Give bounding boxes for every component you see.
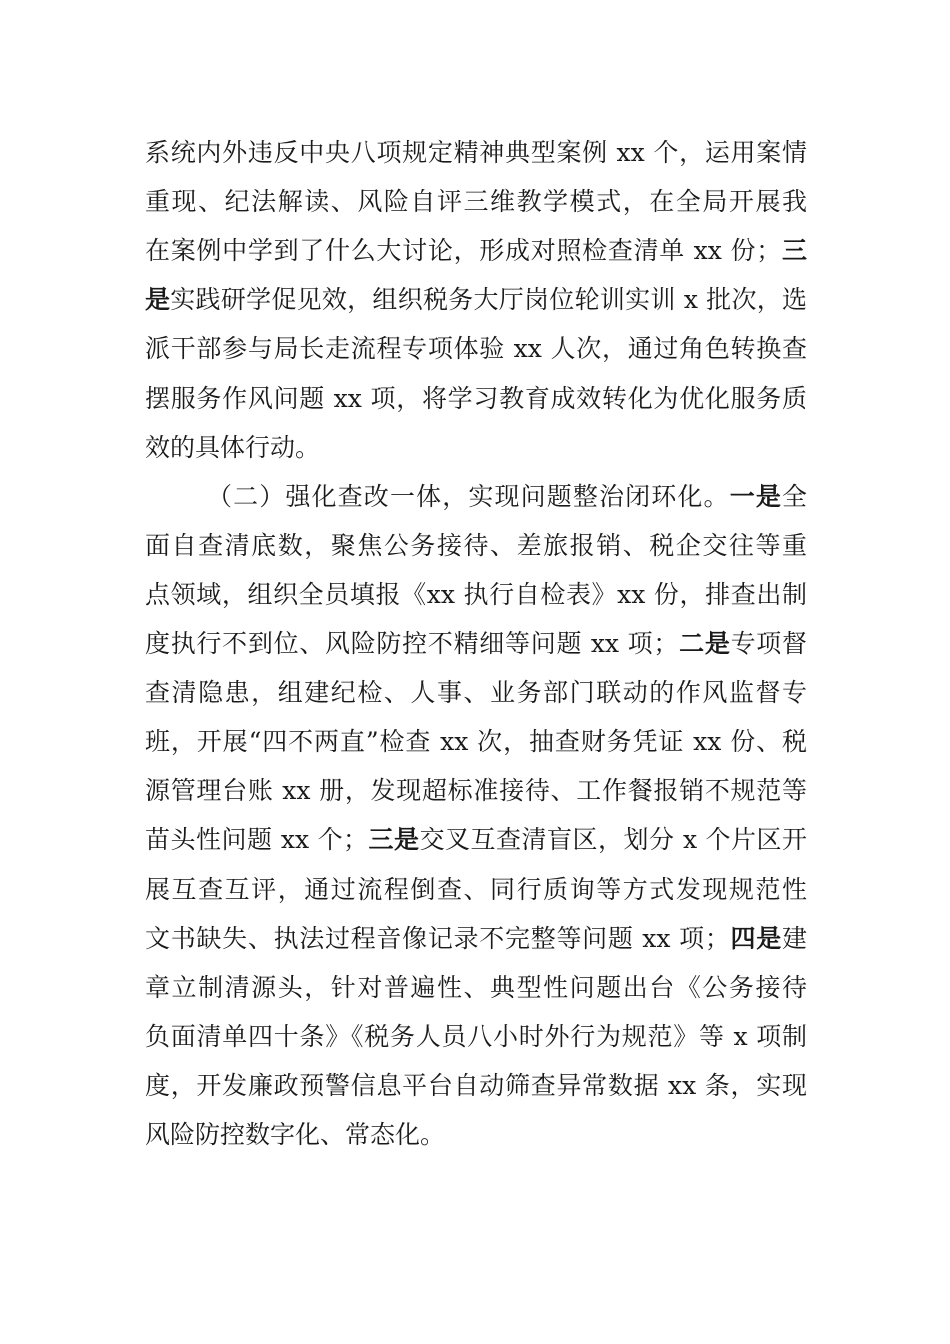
text-line [145,921,807,957]
text-line [145,135,807,171]
text-line [145,724,807,760]
text-run: 效的具体行动。 [145,432,321,462]
text-run: 文书缺失、执法过程音像记录不完整等问题 xx 项； [145,923,730,953]
text-run: 全 [781,481,807,511]
text-line [145,381,807,417]
text-run: 重现、纪法解读、风险自评三维教学模式，在全局开展我 [145,187,807,217]
text-line [145,773,807,809]
text-line [145,430,807,466]
text-run: 源管理台账 xx 册，发现超标准接待、工作餐报销不规范等 [145,776,807,806]
text-line [145,528,807,564]
bold-marker: 二是 [678,629,731,658]
text-run: 负面清单四十条》《税务人员八小时外行为规范》等 x 项制 [145,1021,807,1051]
text-run: 风险防控数字化、常态化。 [145,1120,446,1149]
text-run: 班，开展“四不两直”检查 xx 次，抽查财务凭证 xx 份、税 [145,727,807,757]
text-line [145,233,807,269]
text-line [145,872,807,908]
text-run: 派干部参与局长走流程专项体验 xx 人次，通过角色转换查 [145,334,807,364]
text-run: 点领域，组织全员填报《xx 执行自检表》xx 份，排查出制 [145,579,807,609]
text-run: 在案例中学到了什么大讨论，形成对照检查清单 xx 份； [145,236,782,266]
text-line [145,1019,807,1055]
text-run: 查清隐患，组建纪检、人事、业务部门联动的作风监督专 [145,678,807,708]
text-run: 度，开发廉政预警信息平台自动筛查异常数据 xx 条，实现 [145,1070,807,1100]
text-line [145,331,807,367]
text-run: 度执行不到位、风险防控不精细等问题 xx 项； [145,629,679,658]
text-line [145,1068,807,1104]
text-run: 摆服务作风问题 xx 项，将学习教育成效转化为优化服务质 [145,383,807,413]
text-run: 系统内外违反中央八项规定精神典型案例 xx 个，运用案情 [145,138,807,167]
text-line [145,626,807,662]
text-run: 展互查互评，通过流程倒查、同行质询等方式发现规范性 [145,874,807,904]
text-line [145,1117,807,1153]
text-run: 章立制清源头，针对普遍性、典型性问题出台《公务接待 [145,972,807,1002]
bold-marker: 三是 [368,825,420,855]
text-line [145,822,807,858]
bold-marker: 一是 [729,481,782,511]
text-run: 面自查清底数，聚焦公务接待、差旅报销、税企交往等重 [145,530,807,560]
text-run: 建 [781,923,807,953]
text-line [145,577,807,613]
text-run: 交叉互查清盲区，划分 x 个片区开 [419,825,807,855]
text-line [145,675,807,711]
text-line [207,479,807,515]
bold-marker: 三 [781,236,807,266]
text-run: 专项督 [730,629,807,658]
text-line [145,184,807,220]
text-line [145,282,807,318]
text-run: （二）强化查改一体，实现问题整治闭环化。 [207,481,730,511]
text-line [145,970,807,1006]
bold-marker: 四是 [729,923,782,953]
bold-marker: 是 [145,285,171,315]
text-run: 实践研学促见效，组织税务大厅岗位轮训实训 x 批次，选 [170,285,807,315]
text-run: 苗头性问题 xx 个； [145,825,369,855]
